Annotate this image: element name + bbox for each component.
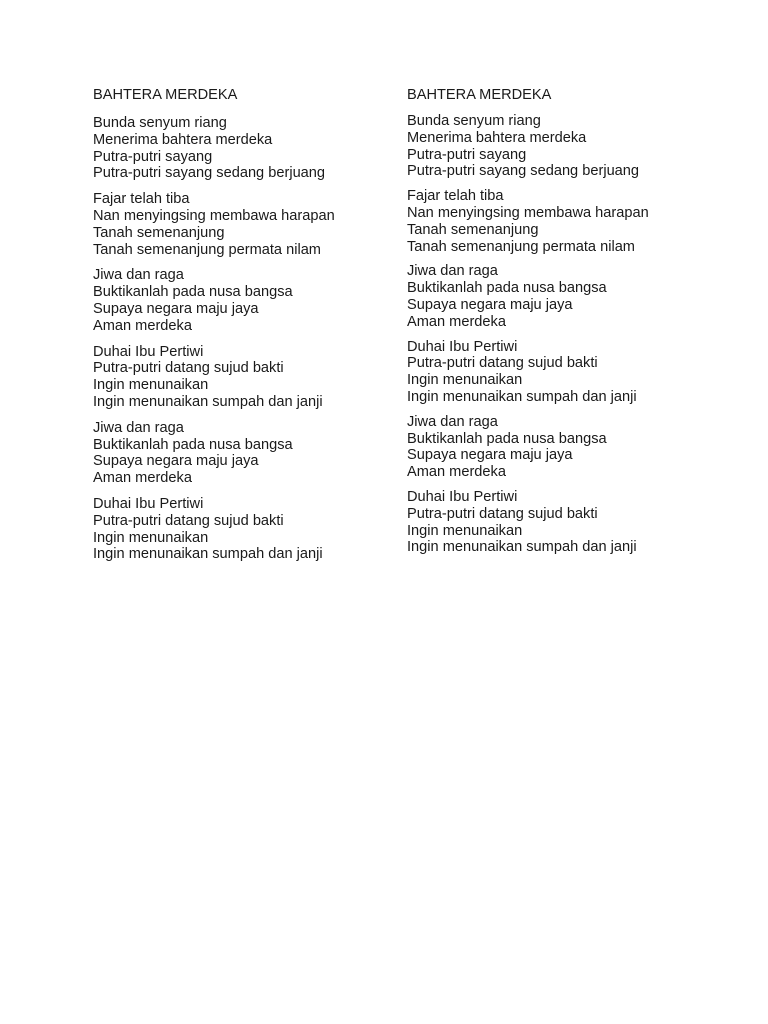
lyric-line: Tanah semenanjung permata nilam: [93, 241, 321, 258]
lyric-line: Supaya negara maju jaya: [93, 453, 259, 470]
lyric-line: Aman merdeka: [93, 470, 192, 487]
lyric-line: Jiwa dan raga: [407, 263, 498, 280]
lyric-line: Menerima bahtera merdeka: [407, 129, 587, 146]
stanza-list: [93, 115, 393, 563]
stanza: [407, 188, 707, 255]
lyric-line: Buktikanlah pada nusa bangsa: [407, 280, 607, 297]
lyric-line: Putra-putri datang sujud bakti: [93, 360, 284, 377]
lyric-line: Jiwa dan raga: [407, 413, 498, 430]
lyric-line: Nan menyingsing membawa harapan: [93, 207, 335, 224]
lyric-line: Fajar telah tiba: [407, 188, 504, 205]
stanza: [407, 489, 707, 556]
lyric-line: Supaya negara maju jaya: [407, 447, 573, 464]
lyric-line: Putra-putri datang sujud bakti: [407, 505, 598, 522]
stanza: [93, 420, 393, 487]
lyric-line: Aman merdeka: [407, 313, 506, 330]
lyric-line: Menerima bahtera merdeka: [93, 131, 273, 148]
stanza: [407, 339, 707, 406]
lyric-line: Aman merdeka: [407, 464, 506, 481]
lyric-line: Bunda senyum riang: [407, 113, 541, 129]
lyric-line: Duhai Ibu Pertiwi: [407, 338, 518, 355]
lyric-line: Tanah semenanjung: [407, 221, 539, 238]
lyric-line: Putra-putri sayang: [407, 146, 527, 163]
stanza-list: [407, 113, 707, 556]
lyric-line: Ingin menunaikan sumpah dan janji: [93, 546, 323, 563]
lyrics-column-right: [407, 87, 707, 564]
stanza: [93, 496, 393, 563]
lyric-line: Buktikanlah pada nusa bangsa: [93, 284, 293, 301]
lyric-line: Jiwa dan raga: [93, 419, 184, 436]
lyric-line: Supaya negara maju jaya: [407, 296, 573, 313]
lyric-line: Tanah semenanjung permata nilam: [407, 238, 635, 255]
song-title: BAHTERA MERDEKA: [93, 87, 238, 103]
lyric-line: Putra-putri datang sujud bakti: [93, 512, 284, 529]
lyric-line: Jiwa dan raga: [93, 267, 184, 284]
lyric-line: Tanah semenanjung: [93, 224, 225, 241]
lyric-line: Duhai Ibu Pertiwi: [93, 495, 204, 512]
lyric-line: Putra-putri datang sujud bakti: [407, 355, 598, 372]
lyric-line: Ingin menunaikan: [407, 522, 523, 539]
lyric-line: Nan menyingsing membawa harapan: [407, 204, 649, 221]
stanza: [93, 267, 393, 334]
lyric-line: Buktikanlah pada nusa bangsa: [407, 430, 607, 447]
lyric-line: Ingin menunaikan sumpah dan janji: [407, 388, 637, 405]
stanza: [407, 113, 707, 180]
lyric-line: Buktikanlah pada nusa bangsa: [93, 436, 293, 453]
stanza: [93, 191, 393, 258]
lyric-line: Fajar telah tiba: [93, 191, 190, 208]
lyric-line: Putra-putri sayang: [93, 148, 213, 165]
stanza: [93, 115, 393, 182]
lyric-line: Ingin menunaikan sumpah dan janji: [93, 393, 323, 410]
lyric-line: Ingin menunaikan: [93, 377, 209, 394]
lyric-line: Ingin menunaikan sumpah dan janji: [407, 539, 637, 556]
lyric-line: Aman merdeka: [93, 317, 192, 334]
lyric-line: Duhai Ibu Pertiwi: [407, 488, 518, 505]
song-title: BAHTERA MERDEKA: [407, 87, 552, 103]
lyric-line: Supaya negara maju jaya: [93, 300, 259, 317]
stanza: [407, 263, 707, 330]
stanza: [407, 414, 707, 481]
lyric-line: Putra-putri sayang sedang berjuang: [93, 165, 326, 182]
lyric-line: Bunda senyum riang: [93, 115, 227, 131]
stanza: [93, 344, 393, 411]
lyric-line: Ingin menunaikan: [93, 529, 209, 546]
lyric-line: Duhai Ibu Pertiwi: [93, 343, 204, 360]
lyric-line: Putra-putri sayang sedang berjuang: [407, 163, 640, 180]
lyrics-column-left: [93, 87, 393, 572]
lyric-line: Ingin menunaikan: [407, 372, 523, 389]
